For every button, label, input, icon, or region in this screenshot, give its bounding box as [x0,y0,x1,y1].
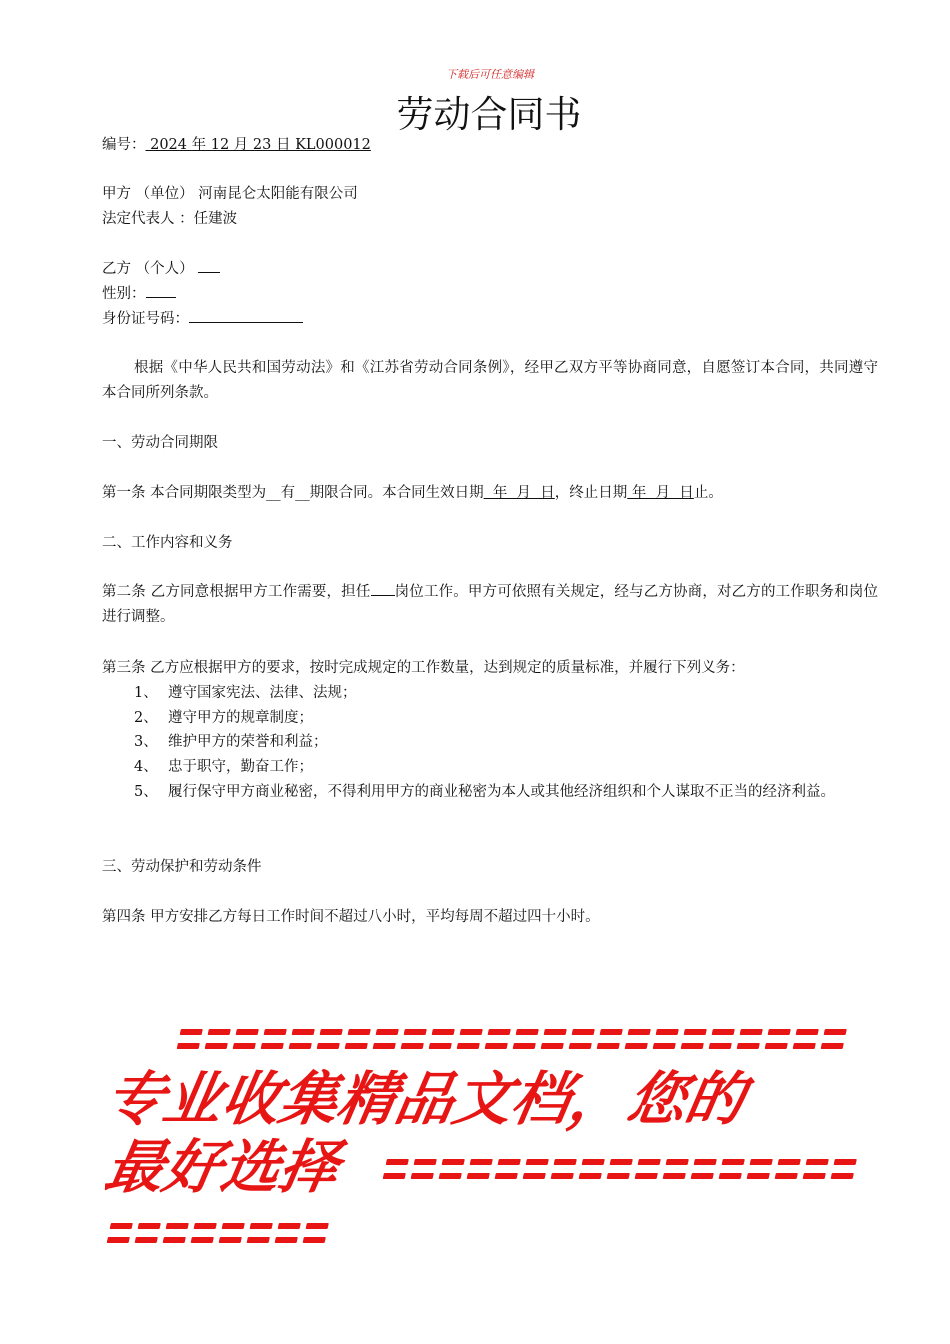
duty-item-4: 4、 忠于职守，勤奋工作； [134,759,313,775]
watermark-dash [411,1173,434,1179]
gender-blank [146,283,176,298]
watermark-dash [345,1043,368,1049]
watermark-dash [163,1237,186,1243]
watermark-dash [625,1043,648,1049]
watermark-dash [495,1173,518,1179]
duty-item-2: 2、 遵守甲方的规章制度； [134,710,313,726]
party-a-unit: 甲方 （单位） 河南昆仑太阳能有限公司 [102,186,358,202]
watermark-dash [691,1173,714,1179]
watermark-line-2: 最好选择 [100,1133,345,1201]
watermark-dashes-top [175,1010,865,1056]
article-1: 第一条 本合同期限类型为__有__期限合同。本合同生效日期 年 月 日，终止日期 年 月 日止。 [102,485,723,501]
watermark-dash [439,1173,462,1179]
watermark-dash [485,1043,508,1049]
watermark-dash [107,1237,130,1243]
watermark-dash [219,1237,242,1243]
watermark-dash [653,1043,676,1049]
position-blank [371,581,395,596]
watermark-dash [383,1173,406,1179]
watermark-dash [793,1043,816,1049]
watermark-dash [663,1173,686,1179]
duty-item-3: 3、 维护甲方的荣誉和利益； [134,734,328,750]
watermark-dash [289,1043,312,1049]
article-3: 第三条 乙方应根据甲方的要求，按时完成规定的工作数量，达到规定的质量标准，并履行下列义务： [102,660,745,676]
article-2: 第二条 乙方同意根据甲方工作需要，担任 岗位工作。甲方可依照有关规定，经与乙方协商，对乙方的工作职务和岗位进行调整。 [102,580,878,630]
watermark-dash [541,1043,564,1049]
edit-note: 下载后可任意编辑 [446,68,534,81]
watermark-dash [709,1043,732,1049]
article-4: 第四条 甲方安排乙方每日工作时间不超过八小时，平均每周不超过四十小时。 [102,909,600,925]
duty-item-1: 1、 遵守国家宪法、法律、法规； [134,685,357,701]
section3-heading: 三、劳动保护和劳动条件 [102,859,262,875]
watermark-dash [579,1173,602,1179]
watermark-dash [523,1173,546,1179]
document-title: 劳动合同书 [396,93,582,136]
watermark-dashes-bottom [105,1204,351,1250]
party-b-name-blank [198,258,220,273]
watermark-dash [457,1043,480,1049]
watermark-dash [635,1173,658,1179]
party-b-gender: 性别： [102,283,176,305]
watermark-dash [747,1173,770,1179]
party-a-representative: 法定代表人 ：任建波 [102,211,238,227]
watermark-dashes-middle [381,1140,891,1186]
id-number-blank [189,308,303,323]
watermark-dash [401,1043,424,1049]
watermark-dash [569,1043,592,1049]
watermark-dash [597,1043,620,1049]
watermark-dash [607,1173,630,1179]
section1-heading: 一、劳动合同期限 [102,435,218,451]
watermark-dash [737,1043,760,1049]
watermark-dash [247,1237,270,1243]
watermark-dash [317,1043,340,1049]
watermark-dash [775,1173,798,1179]
contract-number: 编号： 2024 年 12 月 23 日 KL000012 [102,137,371,153]
intro-paragraph: 根据《中华人民共和国劳动法》和《江苏省劳动合同条例》，经甲乙双方平等协商同意，自愿签订本合同，共同遵守本合同所列条款。 [102,360,878,401]
party-b-id: 身份证号码： [102,308,303,330]
contract-number-value: 2024 年 12 月 23 日 KL000012 [145,137,371,153]
watermark-dash [467,1173,490,1179]
watermark-dash [429,1043,452,1049]
watermark-dash [821,1043,844,1049]
watermark-dash [831,1173,854,1179]
watermark-dash [135,1237,158,1243]
watermark-dash [177,1043,200,1049]
watermark-dash [373,1043,396,1049]
watermark-dash [681,1043,704,1049]
watermark-dash [513,1043,536,1049]
watermark-dash [719,1173,742,1179]
party-b-person: 乙方 （个人） [102,258,220,280]
start-date: 年 月 日 [483,485,555,501]
watermark-dash [261,1043,284,1049]
duty-item-5: 5、 履行保守甲方商业秘密，不得利用甲方的商业秘密为本人或其他经济组织和个人谋取不正当的经济利益。 [134,784,835,800]
section2-heading: 二、工作内容和义务 [102,535,233,551]
watermark-dash [303,1237,326,1243]
watermark-line-1: 专业收集精品文档，您的 [100,1065,751,1133]
watermark-dash [803,1173,826,1179]
watermark-dash [765,1043,788,1049]
watermark-dash [205,1043,228,1049]
watermark-dash [191,1237,214,1243]
end-date: 年 月 日 [627,485,694,501]
watermark-dash [551,1173,574,1179]
watermark-dash [233,1043,256,1049]
watermark-dash [275,1237,298,1243]
